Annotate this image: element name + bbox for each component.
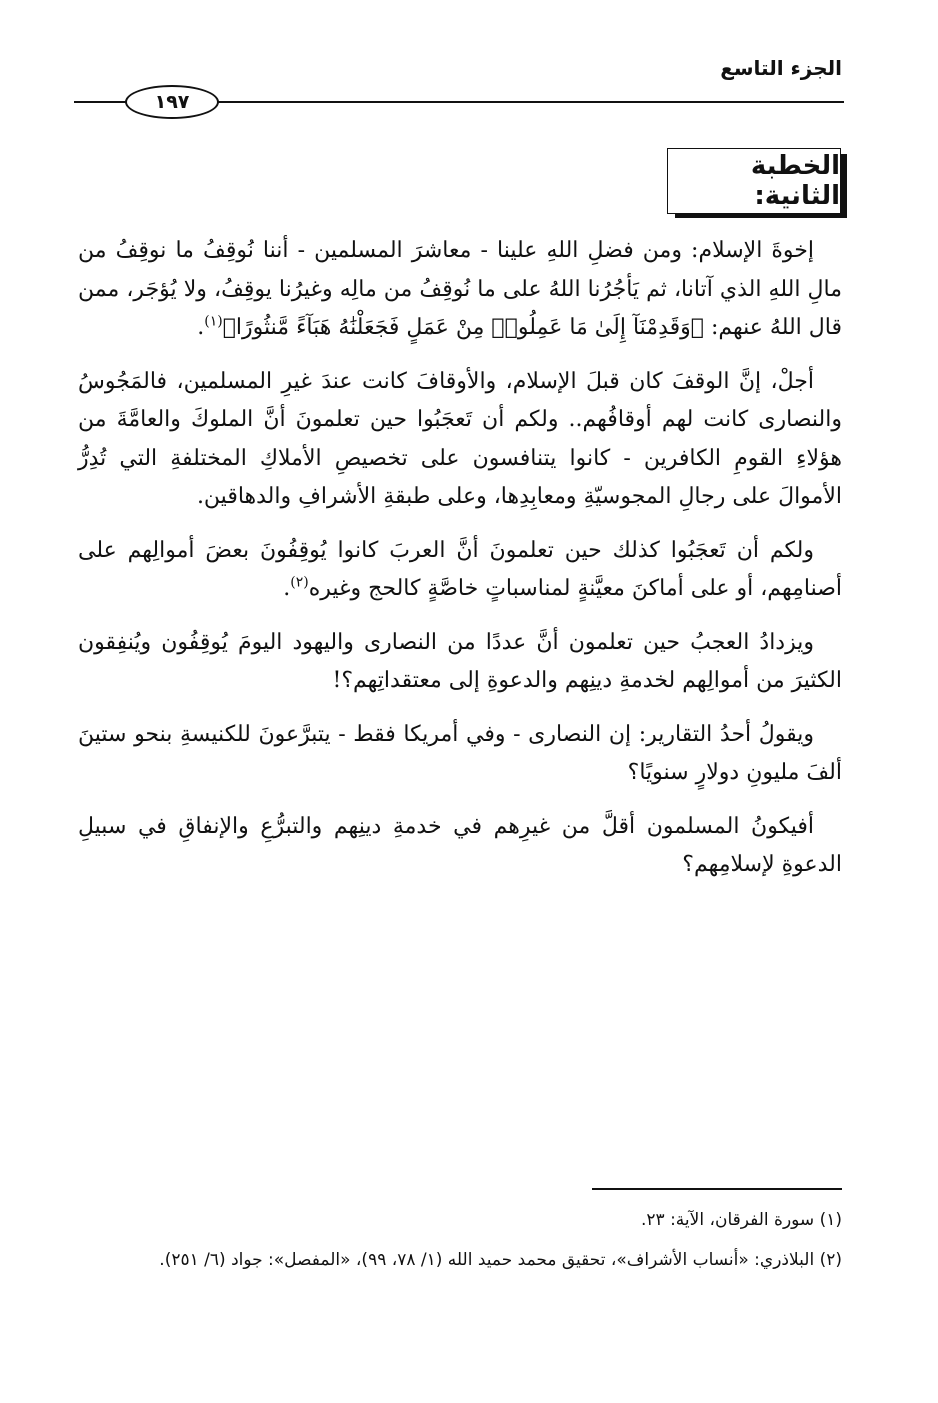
section-title: الخطبة الثانية:	[667, 148, 841, 214]
paragraph-5	[78, 716, 842, 793]
paragraph-text: أفيكونُ المسلمون أقلَّ من غيرِهم في خدمةِ دينِهم والتبرُّعِ والإنفاقِ في سبيلِ الدعوةِ لإسلامِهم؟	[78, 813, 842, 877]
paragraph-tail: .	[197, 315, 205, 340]
footnote-2: (٢) البلاذري: «أنساب الأشراف»، تحقيق محمد حميد الله (١/ ٧٨، ٩٩)، «المفصل»: جواد (٦/ ٢٥١).	[159, 1250, 842, 1270]
paragraph-text: ولكم أن تَعجَبُوا كذلك حين تعلمونَ أنَّ العربَ كانوا يُوقِفُونَ بعضَ أموالِهم على أصنامِهم، أو على أماكنَ معيَّنةٍ لمناسباتٍ خاصَّةٍ كالحج وغيره	[78, 537, 842, 601]
footnote-ref-2[interactable]: (٢)	[290, 574, 309, 591]
page-number: ١٩٧	[125, 85, 219, 119]
paragraph-3	[78, 532, 842, 609]
paragraph-2	[78, 363, 842, 517]
paragraph-4	[78, 624, 842, 701]
paragraph-6	[78, 808, 842, 885]
footnote-rule	[592, 1188, 842, 1190]
running-head-title: الجزء التاسع	[720, 56, 842, 80]
footnote-1: (١) سورة الفرقان، الآية: ٢٣.	[641, 1210, 842, 1230]
paragraph-text: إخوةَ الإسلام: ومن فضلِ اللهِ علينا - معاشرَ المسلمين - أننا نُوقِفُ ما نوقِفُ من مالِ اللهِ الذي آتانا، ثم يَأجُرُنا اللهُ على ما نُوقِفُ من مالِه وغيرُنا يوقِفُ، ولا يُؤجَر، ممن قال اللهُ عنهم: ﴿وَقَدِمْنَآ إِلَىٰ مَا عَمِلُوا۟ مِنْ عَمَلٍ فَجَعَلْنَٰهُ هَبَآءً مَّنثُورًا﴾	[78, 238, 842, 340]
paragraph-text: أجلْ، إنَّ الوقفَ كان قبلَ الإسلام، والأوقافَ كانت عندَ غيرِ المسلمين، فالمَجُوسُ والنصارى كانت لهم أوقافُهم.. ولكم أن تَعجَبُوا حين تعلمونَ أنَّ الملوكَ والعامَّةَ من هؤلاءِ القومِ الكافرين - كانوا يتنافسون على تخصيصِ الأملاكِ المختلفةِ التي تُدِرُّ الأموالَ على رجالِ المجوسيّةِ ومعابِدِها، وعلى طبقةِ الأشرافِ والدهاقين.	[78, 368, 842, 509]
footnote-ref-1[interactable]: (١)	[204, 313, 223, 330]
body-text	[78, 232, 842, 900]
paragraph-tail: .	[283, 576, 291, 601]
paragraph-text: ويقولُ أحدُ التقارير: إن النصارى - وفي أمريكا فقط - يتبرَّعونَ للكنيسةِ بنحو ستينَ ألفَ مليونِ دولارٍ سنويًا؟	[78, 721, 842, 785]
footnotes	[78, 1204, 842, 1284]
paragraph-1	[78, 232, 842, 348]
paragraph-text: ويزدادُ العجبُ حين تعلمون أنَّ عددًا من النصارى واليهود اليومَ يُوقِفُون ويُنفِقون الكثيرَ من أموالِهم لخدمةِ دينِهم والدعوةِ إلى معتقداتِهم؟!	[78, 629, 842, 693]
